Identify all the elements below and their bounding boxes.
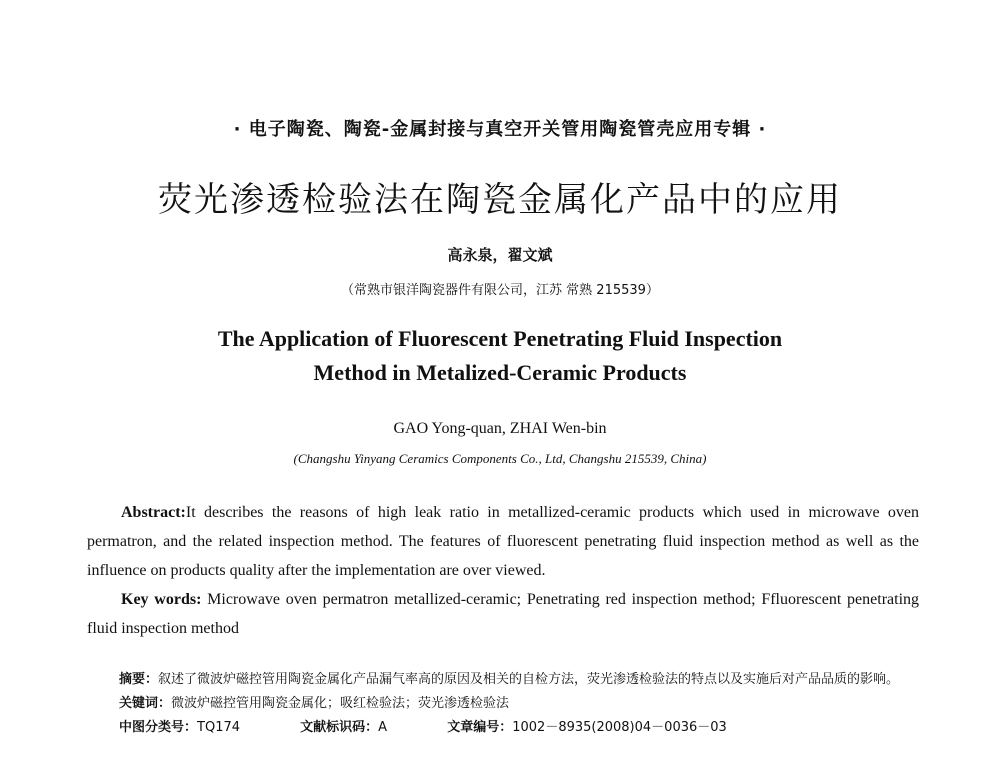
english-affiliation: (Changshu Yinyang Ceramics Components Co., Ltd, Changshu 215539, China) [293,451,707,466]
classification-line [87,716,919,740]
article-number [447,720,755,735]
classification-label: 中图分类号： [119,720,198,735]
chinese-title: 荧光渗透检验法在陶瓷金属化产品中的应用 [158,180,842,220]
article-number-value: 1002－8935(2008)04－0036－03 [512,720,727,735]
english-authors: GAO Yong-quan, ZHAI Wen-bin [393,420,607,437]
keywords-label: Key words: [121,591,202,608]
cn-abstract-text: 叙述了微波炉磁控管用陶瓷金属化产品漏气率高的原因及相关的自检方法，荧光渗透检验法的特点以及实施后对产品品质的影响。 [158,672,900,687]
cn-keywords-label: 关键词： [119,696,172,711]
english-abstract [87,498,919,643]
english-title [0,322,1000,390]
series-header: · 电子陶瓷、陶瓷-金属封接与真空开关管用陶瓷管壳应用专辑 · [233,119,767,140]
abstract-label: Abstract: [121,504,186,521]
keywords-paragraph [87,585,919,643]
keywords-text: Microwave oven permatron metallized-ceramic; Penetrating red inspection method; Ffluorescent penetrating fluid inspection method [87,591,920,637]
chinese-authors: 高永泉，翟文斌 [447,246,553,264]
cn-keywords-text: 微波炉磁控管用陶瓷金属化；吸红检验法；荧光渗透检验法 [171,696,510,711]
cn-abstract-label: 摘要： [119,672,159,687]
cn-abstract-paragraph [87,668,919,692]
english-title-line1: The Application of Fluorescent Penetrating Fluid Inspection [217,326,783,351]
classification-value: TQ174 [197,720,241,735]
english-title-line2: Method in Metalized-Ceramic Products [313,360,687,385]
chinese-affiliation: （常熟市银洋陶瓷器件有限公司，江苏 常熟 215539） [341,283,659,298]
article-number-label: 文章编号： [447,720,513,735]
cn-keywords-paragraph [87,692,919,716]
document-code-value: A [378,720,388,735]
abstract-text: It describes the reasons of high leak ratio in metallized-ceramic products which used in microwave oven permatron, and the related inspection method. The features of fluorescent penetrating fluid inspection method as well as the influence on products quality after the implementation are over viewed. [87,504,919,579]
document-code-label: 文献标识码： [300,720,379,735]
classification-number [119,720,268,735]
document-code [300,720,415,735]
abstract-paragraph [87,498,919,585]
chinese-abstract [87,668,919,740]
